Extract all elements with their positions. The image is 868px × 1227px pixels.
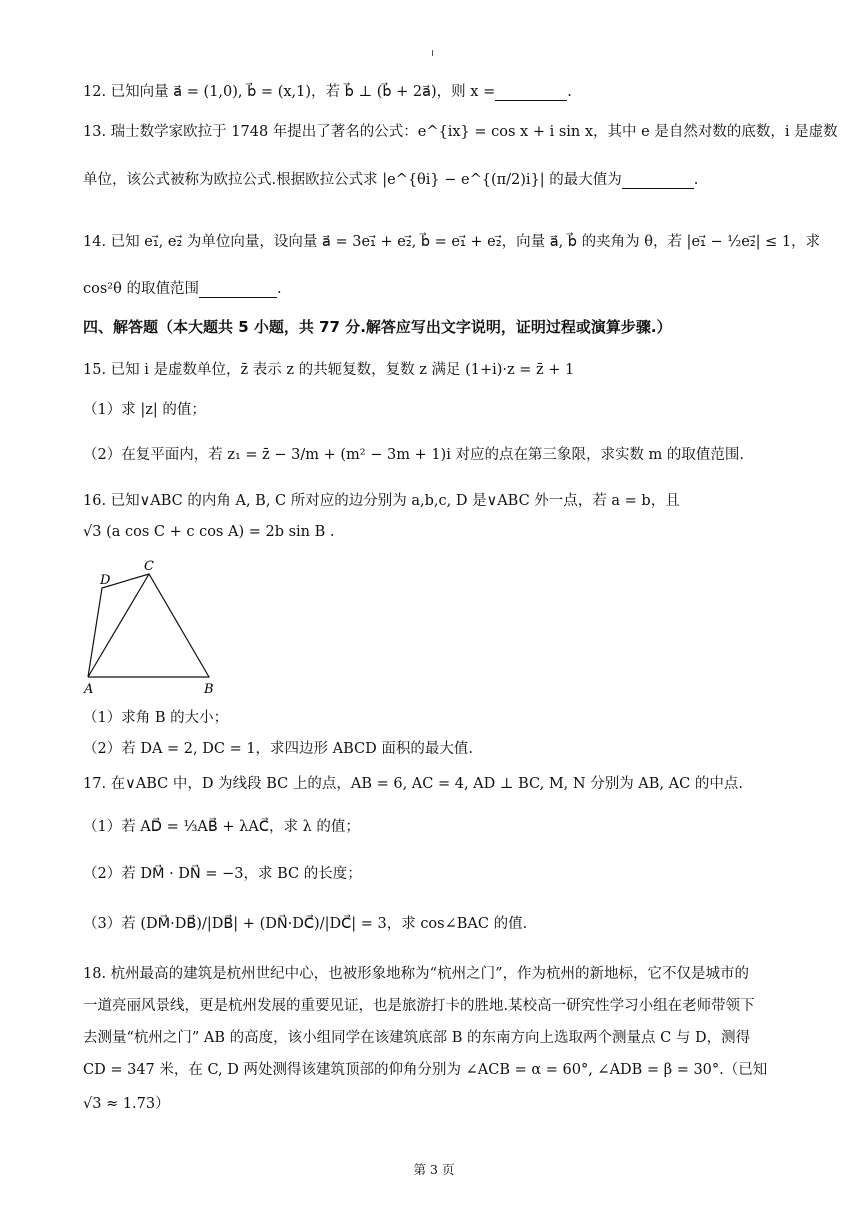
question-15-part1: （1）求 |z| 的值； bbox=[83, 402, 206, 418]
answer-blank bbox=[495, 84, 567, 101]
question-18-line3: 去测量“杭州之门” AB 的高度，该小组同学在该建筑底部 B 的东南方向上选取两个测量点 C 与 D，测得 bbox=[83, 1030, 751, 1046]
question-13-text: 单位，该公式被称为欧拉公式.根据欧拉公式求 |e^{θi} − e^{(π/2)i}| 的最大值为 bbox=[83, 172, 622, 188]
question-17-part3: （3）若 (DM⃗·DB⃗)/|DB⃗| + (DN⃗·DC⃗)/|DC⃗| = 3，求 cos∠BAC 的值. bbox=[83, 916, 528, 932]
question-12: 12. 已知向量 a⃗ = (1,0), b⃗ = (x,1)，若 b⃗ ⊥ (b⃗ + 2a⃗)，则 x = . bbox=[83, 84, 572, 100]
question-16-part1: （1）求角 B 的大小； bbox=[83, 710, 229, 726]
question-18-line1: 18. 杭州最高的建筑是杭州世纪中心，也被形象地称为“杭州之门”，作为杭州的新地标，它不仅是城市的 bbox=[83, 966, 749, 982]
question-17-part2: （2）若 DM⃗ · DN⃗ = −3，求 BC 的长度； bbox=[83, 866, 362, 882]
question-15-part2: （2）在复平面内，若 z₁ = z̄ − 3/m + (m² − 3m + 1)i 对应的点在第三象限，求实数 m 的取值范围. bbox=[83, 447, 745, 463]
top-mark bbox=[432, 50, 433, 56]
question-16-line2: √3 (a cos C + c cos A) = 2b sin B . bbox=[83, 524, 335, 540]
question-18-line4: CD = 347 米，在 C, D 两处测得该建筑顶部的仰角分别为 ∠ACB = α = 60°, ∠ADB = β = 30°.（已知 bbox=[83, 1062, 768, 1078]
page-number: 第 3 页 bbox=[413, 1162, 455, 1177]
quadrilateral-figure bbox=[82, 556, 222, 701]
question-16-line1: 16. 已知∨ABC 的内角 A, B, C 所对应的边分别为 a,b,c, D 是∨ABC 外一点，若 a = b，且 bbox=[83, 493, 680, 509]
label-c: C bbox=[144, 559, 154, 574]
question-13-line1: 13. 瑞士数学家欧拉于 1748 年提出了著名的公式：e^{ix} = cos x + i sin x，其中 e 是自然对数的底数，i 是虚数 bbox=[83, 124, 838, 140]
answer-blank bbox=[199, 281, 277, 298]
section-heading: 四、解答题（本大题共 5 小题，共 77 分.解答应写出文字说明，证明过程或演算步骤.） bbox=[83, 318, 672, 336]
label-a: A bbox=[84, 682, 94, 697]
question-14-text: cos²θ 的取值范围 bbox=[83, 281, 199, 297]
question-16-part2: （2）若 DA = 2, DC = 1，求四边形 ABCD 面积的最大值. bbox=[83, 741, 473, 757]
question-14-line2: cos²θ 的取值范围 . bbox=[83, 281, 282, 297]
answer-blank bbox=[622, 172, 694, 189]
label-d: D bbox=[100, 573, 111, 588]
question-12-text: 12. 已知向量 a⃗ = (1,0), b⃗ = (x,1)，若 b⃗ ⊥ (b⃗ + 2a⃗)，则 x = bbox=[83, 84, 496, 100]
figure-diagonal-ac bbox=[88, 574, 149, 677]
question-13-line2: 单位，该公式被称为欧拉公式.根据欧拉公式求 |e^{θi} − e^{(π/2)i}| 的最大值为 . bbox=[83, 172, 699, 188]
label-b: B bbox=[204, 682, 214, 697]
question-14-line1: 14. 已知 e₁⃗, e₂⃗ 为单位向量，设向量 a⃗ = 3e₁⃗ + e₂⃗, b⃗ = e₁⃗ + e₂⃗，向量 a⃗, b⃗ 的夹角为 θ，若 |e₁⃗ − ½e₂⃗| ≤ 1，求 bbox=[83, 234, 821, 250]
question-17-part1: （1）若 AD⃗ = ⅓AB⃗ + λAC⃗，求 λ 的值； bbox=[83, 819, 360, 835]
question-17: 17. 在∨ABC 中，D 为线段 BC 上的点，AB = 6, AC = 4, AD ⊥ BC, M, N 分别为 AB, AC 的中点. bbox=[83, 776, 743, 792]
figure-outline bbox=[88, 574, 209, 677]
question-18-line5: √3 ≈ 1.73） bbox=[83, 1096, 170, 1112]
question-18-line2: 一道亮丽风景线，更是杭州发展的重要见证，也是旅游打卡的胜地.某校高一研究性学习小组在老师带领下 bbox=[83, 998, 755, 1014]
question-15: 15. 已知 i 是虚数单位，z̄ 表示 z 的共轭复数，复数 z 满足 (1+i)·z = z̄ + 1 bbox=[83, 362, 575, 378]
